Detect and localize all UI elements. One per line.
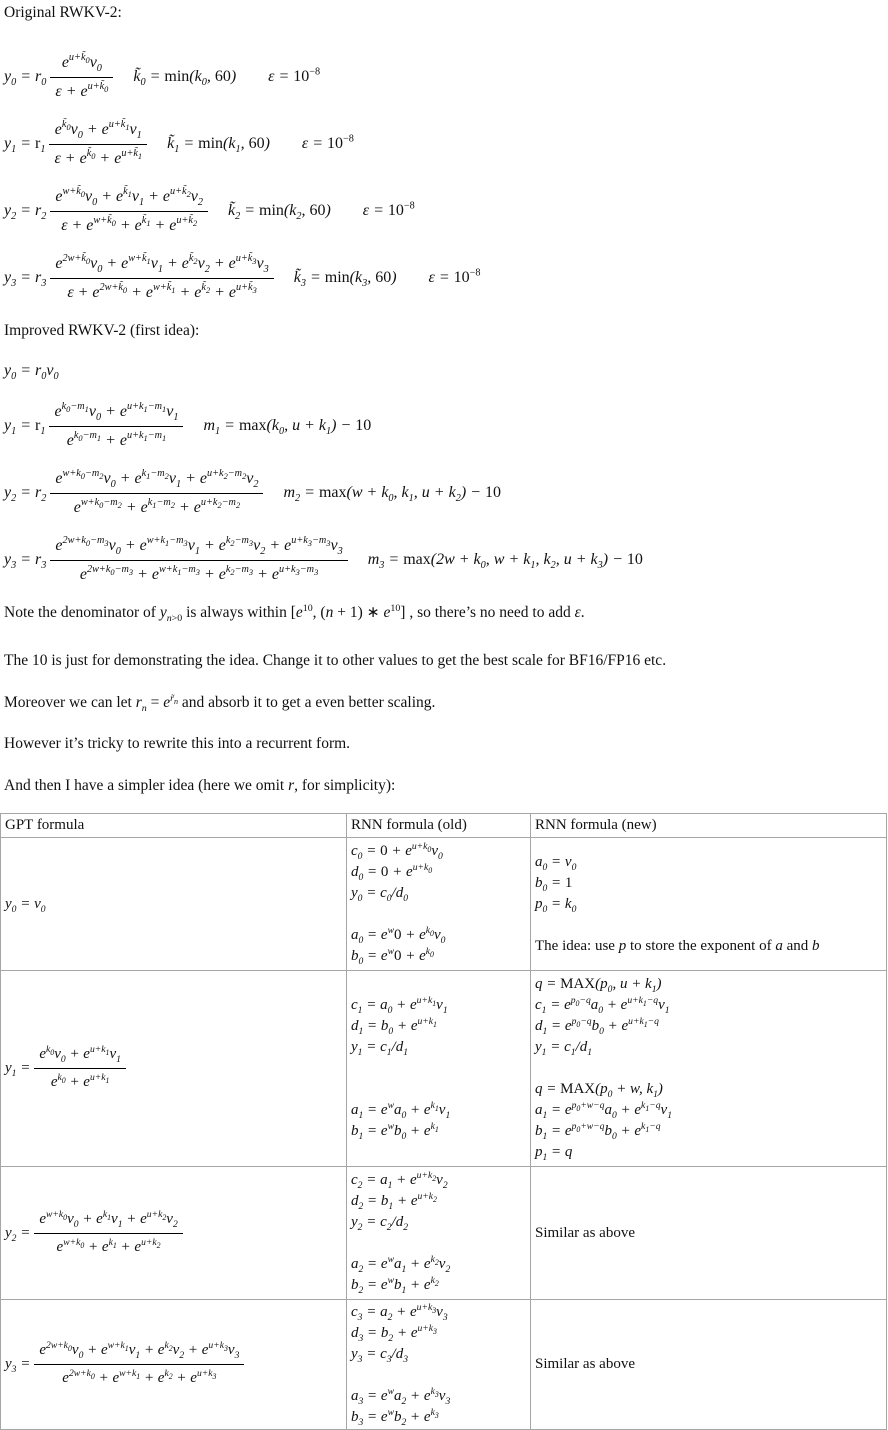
fraction-denominator: $e^{k_0-m_1} + e^{u+k_1-m_1}$ (66, 430, 167, 449)
fraction-numerator: $e^{w+k̃_0}v_0 + e^{k̃_1}v_1 + e^{u+k̃_2}v_2$ (50, 186, 208, 212)
formula-line: $q = MAX(p_0 + w$, $k_1$) (535, 1081, 663, 1100)
fraction-denominator: $\varepsilon + e^{k̃_0} + e^{u+k̃_1}$ (54, 148, 143, 167)
table-row-y2 (1, 1167, 887, 1300)
fraction-numerator: $e^{2w+k̃_0}v_0 + e^{w+k̃_1}v_1 + e^{k̃_2}v_2 + e^{u+k̃_3}v_3$ (50, 253, 273, 279)
fraction-numerator: $e^{k_0}v_0 + e^{u+k_1}v_1$ (34, 1044, 126, 1069)
cell-new-y1 (531, 971, 887, 1167)
formula-line: $y_3 = c_3/d_3$ (351, 1345, 409, 1365)
fraction-numerator: $e^{2w+k_0}v_0 + e^{w+k_1}v_1 + e^{k_2}v_2 + e^{u+k_3}v_3$ (34, 1340, 244, 1365)
fraction (50, 186, 208, 237)
cell-gpt-y1 (1, 971, 347, 1167)
equation-side-condition: $k̃_0 = \min(k_0$, 60) $\varepsilon = 10^{-8}$ (133, 66, 321, 89)
formula-line: $c_1 = e^{p_0-q}a_0 + e^{u+k_1-q}v_1$ (535, 995, 670, 1016)
formula-line: $y_1 = c_1/d_1$ (351, 1039, 409, 1058)
paragraph-however: However it’s tricky to rewrite this into a recurrent form. (4, 735, 351, 752)
fraction (50, 535, 347, 586)
equation-original-y1 (4, 115, 888, 173)
formula-line: $a_1 = e^{p_0+w-q}a_0 + e^{k_1-q}v_1$ (535, 1100, 672, 1121)
formula-line (351, 1365, 530, 1386)
table-row-y0 (1, 838, 887, 971)
formula-line: $b_2 = e^wb_1 + e^{k_2}$ (351, 1275, 439, 1296)
formula-line: $a_3 = e^wa_2 + e^{k_3}v_3$ (351, 1385, 451, 1407)
formula-line: $c_0 = 0 + e^{u+k_0}v_0$ (351, 841, 443, 862)
formula-line (351, 1058, 530, 1079)
fraction (50, 468, 263, 519)
paragraph-simpler-idea: And then I have a simpler idea (here we omit r, for simplicity): (4, 777, 396, 794)
cell-old-y0 (347, 838, 531, 971)
formula-line: $a_1 = e^wa_0 + e^{k_1}v_1$ (351, 1100, 451, 1121)
formula-line (535, 915, 886, 936)
fraction-denominator: $e^{2w+k_0-m_3} + e^{w+k_1-m_3} + e^{k_2-m_3} + e^{u+k_3-m_3}$ (79, 564, 319, 583)
formula-lines (351, 995, 530, 1142)
equation-improved-y3 (4, 531, 888, 589)
formula-line: $q = MAX(p_0$, $u + k_1$) (535, 976, 662, 995)
formula-line (351, 904, 530, 925)
fraction-denominator: $e^{w+k_0} + e^{k_1} + e^{u+k_2}$ (56, 1236, 161, 1255)
formula-line (351, 1233, 530, 1254)
formula-line: $y_1 = c_1/d_1$ (535, 1039, 593, 1058)
cell-old-y1 (347, 971, 531, 1167)
fraction-denominator: $\varepsilon + e^{w+k̃_0} + e^{k̃_1} + e^{u+k̃_2}$ (61, 215, 198, 234)
cell-old-y3 (347, 1300, 531, 1430)
equation-original-y3 (4, 249, 888, 307)
formula-lines (535, 974, 886, 1163)
formula-line: $c_1 = a_0 + e^{u+k_1}v_1$ (351, 995, 448, 1016)
fraction-denominator: $e^{2w+k_0} + e^{w+k_1} + e^{k_2} + e^{u+k_3}$ (62, 1368, 217, 1386)
formula-lines (351, 1302, 530, 1428)
equation-body: $y_0 = r_0v_0$ (4, 362, 59, 383)
section-title-improved: Improved RWKV-2 (first idea): (4, 322, 200, 339)
formula-line: $y_0 = c_0/d_0$ (351, 885, 409, 904)
formula-line: $p_1 = q$ (535, 1144, 573, 1163)
fraction (50, 52, 113, 103)
formula-line: $b_0 = e^w0 + e^{k_0}$ (351, 946, 434, 967)
equation-lhs: $y_3 = r_3$ (4, 269, 47, 290)
formula-lines (351, 1170, 530, 1296)
fraction-numerator: $e^{w+k_0}v_0 + e^{k_1}v_1 + e^{u+k_2}v_2$ (34, 1209, 182, 1234)
similar-as-above-label: Similar as above (535, 1356, 635, 1372)
table-row-y3 (1, 1300, 887, 1430)
fraction-numerator: $e^{2w+k_0-m_3}v_0 + e^{w+k_1-m_3}v_1 + e^{k_2-m_3}v_2 + e^{u+k_3-m_3}v_3$ (50, 535, 347, 561)
fraction-denominator: $\varepsilon + e^{u+k̃_0}$ (55, 81, 109, 100)
equation-improved-y1 (4, 397, 888, 455)
cell-new-y3 (531, 1300, 887, 1430)
fraction-denominator: $e^{k_0} + e^{u+k_1}$ (50, 1072, 110, 1090)
cell-new-y0 (531, 838, 887, 971)
paragraph-denominator-note: Note the denominator of $y_{n>0}$ is always within [$e^{10}$, (n + 1) ∗ $e^{10}$] , so there’s no need to add ε. (4, 602, 585, 625)
fraction (49, 119, 147, 170)
formula-line: $a_0 = v_0$ (535, 853, 577, 873)
formula-line: $d_0 = 0 + e^{u+k_0}$ (351, 862, 433, 883)
equation-lhs: $y_3 = r_3$ (4, 551, 47, 572)
cell-gpt-y0 (1, 838, 347, 971)
cell-old-y2 (347, 1167, 531, 1300)
fraction (34, 1044, 126, 1093)
equation-body: $y_0 = v_0$ (5, 895, 46, 915)
equation-lhs: $y_2 = r_2$ (4, 484, 47, 505)
cell-new-y2 (531, 1167, 887, 1300)
formula-line (351, 1079, 530, 1100)
fraction (49, 401, 183, 452)
formula-line: $b_3 = e^wb_2 + e^{k_3}$ (351, 1406, 439, 1428)
equation-original-y0 (4, 48, 888, 106)
equation-side-condition: $m_1 = \max(k_0$, $u + k_1) - 10$ (203, 417, 372, 438)
fraction-numerator: $e^{u+k̃_0}v_0$ (50, 52, 113, 78)
equation-lhs: $y_3$ = (5, 1356, 31, 1375)
fraction (34, 1340, 244, 1389)
fraction-numerator: $e^{k_0-m_1}v_0 + e^{u+k_1-m_1}v_1$ (49, 401, 183, 427)
equation-side-condition: $k̃_1 = \min(k_1$, 60) $\varepsilon = 10^{-8}$ (167, 133, 354, 156)
fraction (50, 253, 273, 304)
section-title-original: Original RWKV-2: (4, 4, 122, 21)
equation-side-condition: $k̃_3 = \min(k_3$, 60) $\varepsilon = 10^{-8}$ (293, 267, 481, 290)
fraction-denominator: $e^{w+k_0-m_2} + e^{k_1-m_2} + e^{u+k_2-m_2}$ (73, 497, 241, 516)
formula-line: $a_0 = e^w0 + e^{k_0}v_0$ (351, 925, 446, 946)
fraction-numerator: $e^{w+k_0-m_2}v_0 + e^{k_1-m_2}v_1 + e^{u+k_2-m_2}v_2$ (50, 468, 263, 494)
fraction (34, 1209, 182, 1258)
equation-improved-y2 (4, 464, 888, 522)
cell-gpt-y2 (1, 1167, 347, 1300)
formula-line: $c_2 = a_1 + e^{u+k_2}v_2$ (351, 1170, 448, 1191)
paragraph-ten-note: The 10 is just for demonstrating the idea. Change it to other values to get the best scale for BF16/FP16 etc. (4, 652, 667, 669)
equation-original-y2 (4, 182, 888, 240)
formula-table (0, 813, 887, 1430)
equation-lhs: $y_1$ = (5, 1060, 31, 1079)
equation-lhs: $y_1 = r_1$ (4, 135, 46, 156)
formula-line: $d_1 = b_0 + e^{u+k_1}$ (351, 1016, 437, 1037)
fraction-denominator: $\varepsilon + e^{2w+k̃_0} + e^{w+k̃_1} + e^{k̃_2} + e^{u+k̃_3}$ (67, 282, 257, 301)
paragraph-moreover: Moreover we can let $r_n = e^{r̃_n}$ and absorb it to get a even better scaling. (4, 692, 436, 715)
column-header-rnn-formula-old: RNN formula (old) (347, 814, 531, 838)
equation-lhs: $y_1 = r_1$ (4, 417, 46, 438)
formula-line: $y_2 = c_2/d_2$ (351, 1214, 409, 1233)
formula-line: $b_0 = 1$ (535, 874, 573, 894)
equation-side-condition: $k̃_2 = \min(k_2$, 60) $\varepsilon = 10^{-8}$ (227, 200, 415, 223)
formula-line: $d_1 = e^{p_0-q}b_0 + e^{u+k_1-q}$ (535, 1016, 659, 1037)
equation-improved-y0 (4, 361, 888, 381)
formula-lines (535, 852, 886, 957)
formula-line: $p_0 = k_0$ (535, 895, 577, 915)
formula-line (535, 1058, 886, 1079)
cell-gpt-y3 (1, 1300, 347, 1430)
formula-line: $d_2 = b_1 + e^{u+k_2}$ (351, 1191, 437, 1212)
column-header-gpt-formula: GPT formula (1, 814, 347, 838)
formula-line: $c_3 = a_2 + e^{u+k_3}v_3$ (351, 1301, 448, 1323)
formula-line: $b_1 = e^{p_0+w-q}b_0 + e^{k_1-q}$ (535, 1121, 661, 1142)
formula-line: $a_2 = e^wa_1 + e^{k_2}v_2$ (351, 1254, 451, 1275)
formula-line: $d_3 = b_2 + e^{u+k_3}$ (351, 1322, 437, 1344)
equation-lhs: $y_2$ = (5, 1224, 31, 1244)
equation-lhs: $y_0 = r_0$ (4, 68, 47, 89)
column-header-rnn-formula-new: RNN formula (new) (531, 814, 887, 838)
table-header-row (1, 814, 887, 838)
formula-lines (351, 841, 530, 967)
equation-side-condition: $m_2 = \max(w + k_0$, $k_1$, $u + k_2) - 10$ (283, 484, 501, 505)
formula-line: $b_1 = e^wb_0 + e^{k_1}$ (351, 1121, 439, 1142)
table-row-y1 (1, 971, 887, 1167)
equation-side-condition: $m_3 = \max(2w + k_0$, $w + k_1$, $k_2$, $u + k_3) - 10$ (367, 551, 643, 572)
equation-lhs: $y_2 = r_2$ (4, 202, 47, 223)
formula-line: The idea: use p to store the exponent of a and b (535, 937, 820, 954)
fraction-numerator: $e^{k̃_0}v_0 + e^{u+k̃_1}v_1$ (49, 119, 147, 145)
similar-as-above-label: Similar as above (535, 1224, 635, 1241)
